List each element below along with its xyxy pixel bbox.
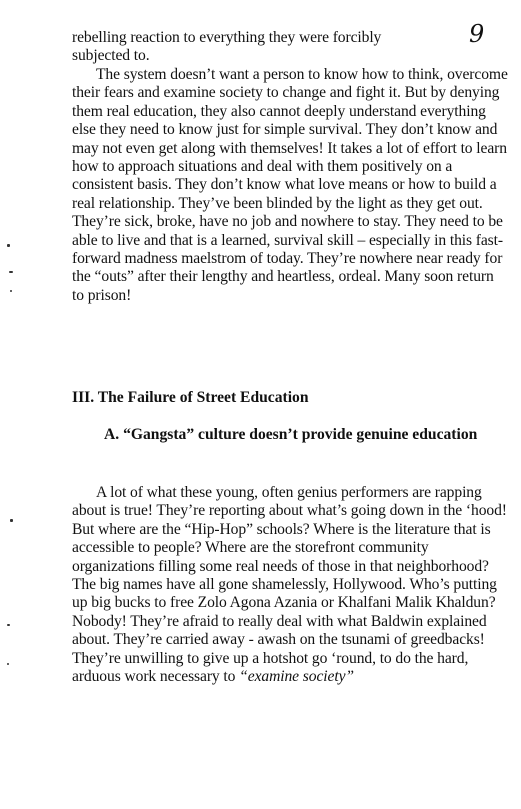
sub-heading-marker: A.: [104, 426, 120, 443]
scan-speck: [7, 663, 9, 665]
page-number: 9: [469, 20, 485, 48]
section-heading: III. The Failure of Street Education: [72, 389, 309, 406]
paragraph-1-text: The system doesn’t want a person to know how to think, overcome their fears and examine society to change and fight it. But by denying them real education, they also cannot deeply understand everything else they need to know just for simple survival. They don’t know and may not even get along with themselves! It takes a lot of effort to learn how to approach situations and deal with them positively on a consistent basis. They don’t know what love means or how to build a real relationship. They’ve been blinded by the light as they get out. They’re sick, broke, have no job and nowhere to stay. They need to be able to live and that is a learned, survival skill – especially in this fast-forward madness maelstrom of today. They’re nowhere near ready for the “outs” after their lengthy and heartless, ordeal. Many soon return to prison!: [72, 66, 508, 304]
scan-speck: [7, 624, 10, 626]
scan-speck: [10, 519, 13, 522]
opening-line-1: rebelling reaction to everything they were forcibly: [72, 29, 382, 46]
paragraph-1: [72, 66, 508, 305]
scan-speck: [10, 290, 12, 292]
paragraph-2-quote: “examine society”: [239, 668, 354, 686]
opening-lines: [72, 29, 508, 66]
scan-speck: [7, 244, 10, 247]
scan-speck: [9, 271, 13, 273]
paragraph-2-text-wrapper: [72, 484, 508, 686]
sub-heading-text: “Gangsta” culture doesn’t provide genuine education: [123, 426, 478, 443]
paragraph-2: [72, 484, 508, 686]
sub-heading: [72, 425, 508, 444]
paragraph-2-text: A lot of what these young, often genius performers are rapping about is true! They’re reporting about what’s going down in the ‘hood! But where are the “Hip-Hop” schools? Where is the literature that is accessible to people? Where are the storefront community organizations filling some real needs of those in that neighborhood? The big names have all gone shamelessly, Hollywood. Who’s putting up big bucks to free Zolo Agona Azania or Khalfani Malik Khaldun? Nobody! They’re afraid to really deal with what Baldwin explained about. They’re carried away - awash on the tsunami of greedbacks! They’re unwilling to give up a hotshot go ‘round, to do the hard, arduous work necessary to: [72, 484, 507, 686]
opening-line-2: subjected to.: [72, 47, 150, 65]
